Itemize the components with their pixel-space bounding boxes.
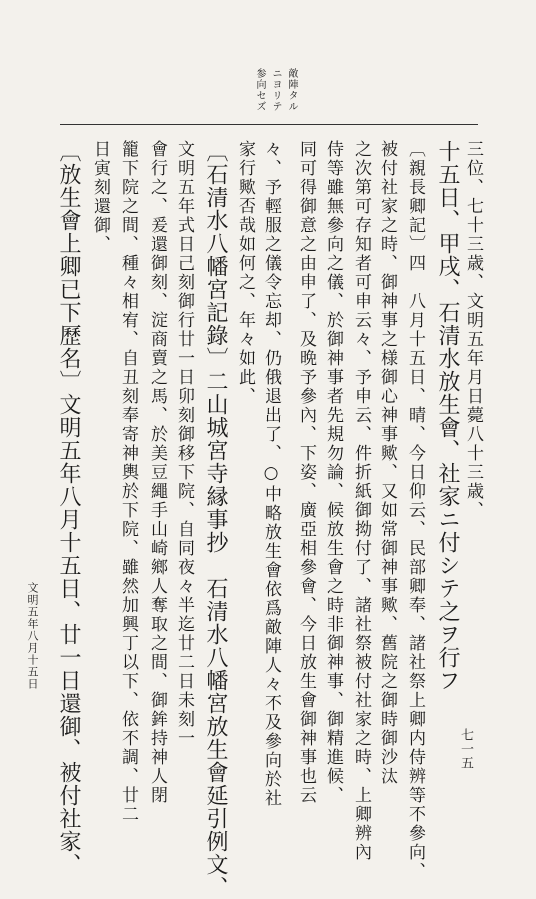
- text-column-15: 〔放生會上卿已下歷名〕文明五年八月十五日、廿一日還御、被付社家、: [56, 140, 81, 876]
- header-rule: [60, 124, 478, 125]
- text-column-1: 三位、七十三歳、文明五年月日薨八十三歳、: [463, 140, 483, 520]
- text-column-10: 〔石清水八幡宮記錄〕二山城宮寺縁事抄 石清水八幡宮放生會延引例文、: [203, 140, 228, 899]
- text-column-9: 家行歟否哉如何之、年々如此、: [235, 140, 255, 406]
- header-note-1: 敵陣タル: [286, 68, 297, 112]
- text-column-4: 被付社家之時、御神事之様御心神事歟、又如常御神事歟、舊院之御時御沙汰: [377, 140, 397, 786]
- text-column-3: 〔親長卿記〕四 八月十五日、晴、今日仰云、民部卿奉、諸社祭上卿内侍辨等不參向、: [405, 140, 425, 881]
- text-column-11: 文明五年式日己刻御行廿一日卯刻御移下院、自同夜々半迄廿二日未刻一: [174, 140, 194, 748]
- text-column-8: 々、予輕服之儀令忘却、仍俄退出了、○中略放生會依爲敵陣人々不及參向於社: [261, 140, 281, 808]
- text-column-2: 十五日、甲戌、石清水放生會、社家ニ付シテ之ヲ行フ: [435, 140, 460, 692]
- page-number: 七一五: [458, 728, 473, 770]
- text-column-6: 侍等雖無參向之儀、於御神事者先規勿論、候放生會之時非御神事、御精進候、: [323, 140, 343, 805]
- text-column-7: 同可得御意之由申了、及晩予參內、下姿、廣亞相參會、今日放生會御神事也云: [296, 140, 316, 805]
- side-title: 文明五年八月十五日: [26, 582, 39, 690]
- text-column-14: 日寅刻還御、: [90, 140, 110, 254]
- header-note-2: ニヨリテ: [270, 68, 281, 112]
- header-note-3: 参向セズ: [254, 68, 265, 112]
- text-column-5: 之次第可存知者可申云々、予申云、件折紙御拗付了、諸社祭被付社家之時、上卿辨內: [351, 140, 371, 862]
- text-column-13: 籠下院之間、種々相宥、自丑刻奉寄神輿於下院、雖然加興丁以下、依不調、廿二: [118, 140, 138, 824]
- text-column-12: 會行之、爰還御刻、淀商賣之馬、於美豆繩手山崎鄉人奪取之間、御鉾持神人閉: [147, 140, 167, 805]
